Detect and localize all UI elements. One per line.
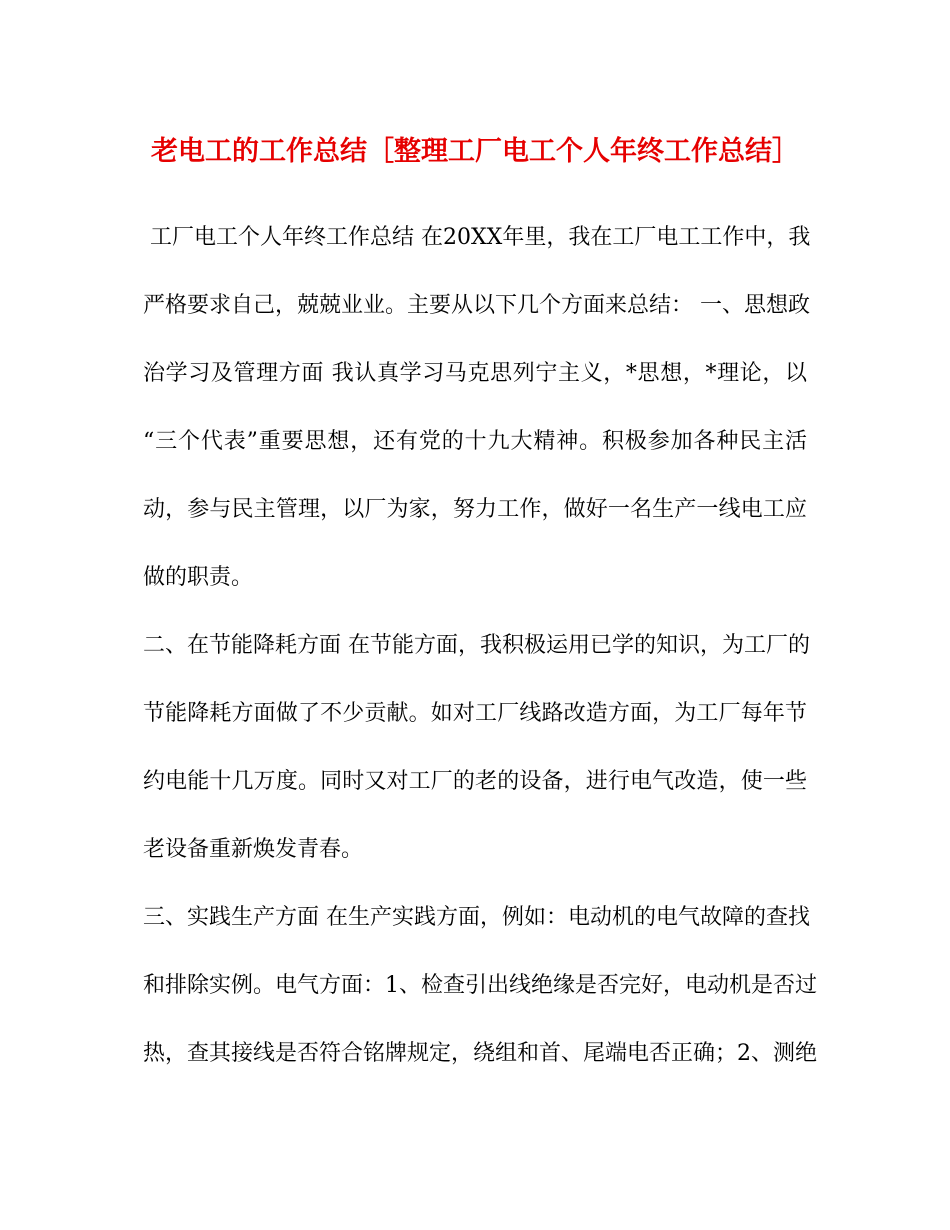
paragraph-line: 做的职责。: [143, 565, 254, 590]
paragraph-line: 节能降耗方面做了不少贡献。如对工厂线路改造方面，为工厂每年节: [143, 701, 807, 726]
paragraph-line: 老设备重新焕发青春。: [143, 837, 364, 862]
paragraph-line: 热，查其接线是否符合铭牌规定，绕组和首、尾端电否正确；2、测绝: [143, 1041, 817, 1066]
document-title: 老电工的工作总结［整理工厂电工个人年终工作总结］: [151, 136, 799, 167]
paragraph-line: 严格要求自己，兢兢业业。主要从以下几个方面来总结： 一、思想政: [143, 293, 810, 318]
paragraph-line: 约电能十几万度。同时又对工厂的老的设备，进行电气改造，使一些: [143, 769, 807, 794]
paragraph-line: 三、实践生产方面 在生产实践方面，例如：电动机的电气故障的查找: [143, 905, 810, 930]
paragraph-line: 二、在节能降耗方面 在节能方面，我积极运用已学的知识，为工厂的: [143, 633, 810, 658]
paragraph-line: 动，参与民主管理，以厂为家，努力工作，做好一名生产一线电工应: [143, 497, 807, 522]
paragraph-line: 和排除实例。电气方面：1、检查引出线绝缘是否完好，电动机是否过: [143, 973, 817, 998]
paragraph-line: “三个代表”重要思想，还有党的十九大精神。积极参加各种民主活: [143, 429, 807, 454]
paragraph-line: 治学习及管理方面 我认真学习马克思列宁主义，*思想，*理论，以: [143, 361, 807, 386]
paragraph-line: 工厂电工个人年终工作总结 在20XX年里，我在工厂电工工作中，我: [150, 225, 811, 250]
